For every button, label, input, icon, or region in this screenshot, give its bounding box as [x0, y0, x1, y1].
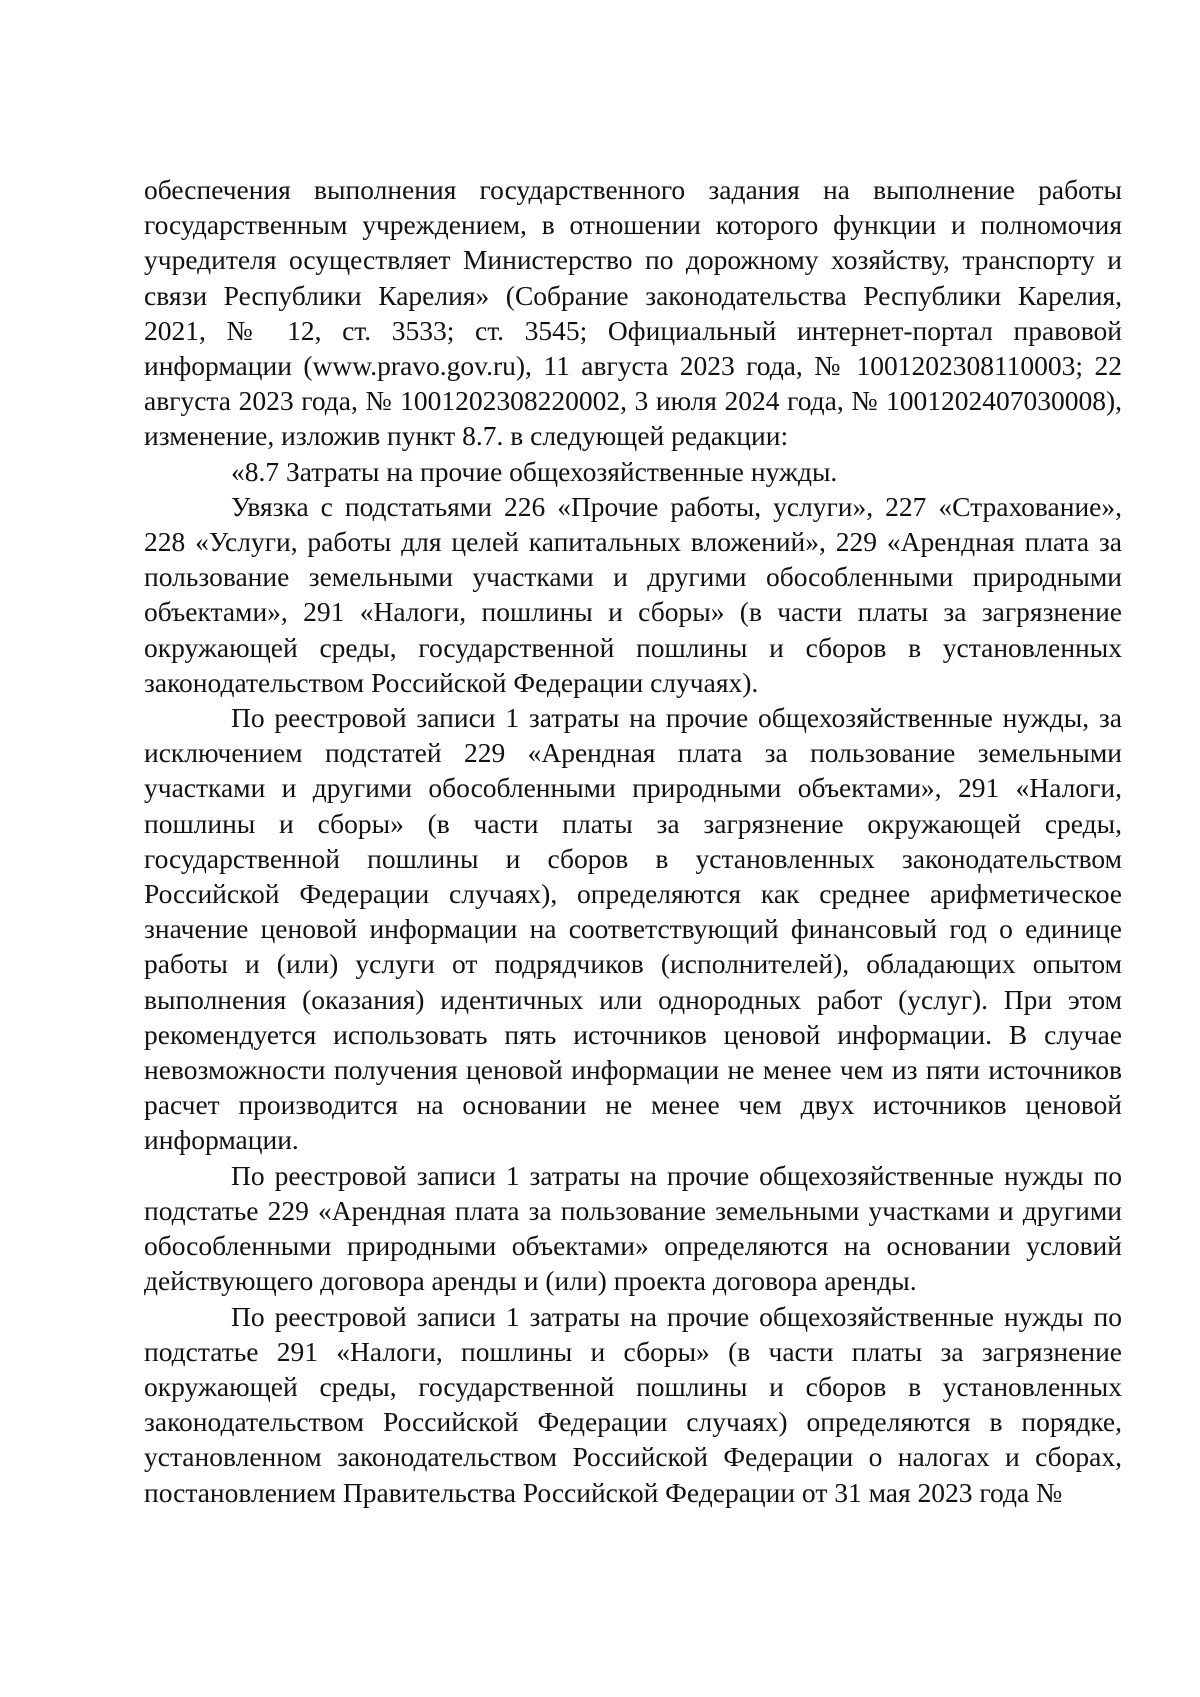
document-page [144, 172, 1122, 1510]
paragraph-registry-general: По реестровой записи 1 затраты на прочие общехозяйственные нужды, за исключением подстатей 229 «Арендная плата за пользование земельными участками и другими обособленными природными объектами», 291 «Налоги, пошлины и сборы» (в части платы за загрязнение окружающей среды, государственной пошлины и сборов в установленных законодательством Российской Федерации случаях), определяются как среднее арифметическое значение ценовой информации на соответствующий финансовый год о единице работы и (или) услуги от подрядчиков (исполнителей), обладающих опытом выполнения (оказания) идентичных или однородных работ (услуг). При этом рекомендуется использовать пять источников ценовой информации. В случае невозможности получения ценовой информации не менее чем из пяти источников расчет производится на основании не менее чем двух источников ценовой информации. [144, 702, 1122, 1156]
paragraph-section-heading: «8.7 Затраты на прочие общехозяйственные нужды. [231, 455, 838, 487]
paragraph-continuation: обеспечения выполнения государственного задания на выполнение работы государственным учреждением, в отношении которого функции и полномочия учредителя осуществляет Министерство по дорожному хозяйству, транспорту и связи Республики Карелия» (Собрание законодательства Республики Карелия, 2021, № 12, ст. 3533; ст. 3545; Официальный интернет-портал правовой информации (www.pravo.gov.ru), 11 августа 2023 года, № 1001202308110003; 22 августа 2023 года, № 1001202308220002, 3 июля 2024 года, № 1001202407030008), изменение, изложив пункт 8.7. в следующей редакции: [144, 174, 1122, 452]
paragraph-registry-291: По реестровой записи 1 затраты на прочие общехозяйственные нужды по подстатье 291 «Налоги, пошлины и сборы» (в части платы за загрязнение окружающей среды, государственной пошлины и сборов в установленных законодательством Российской Федерации случаях) определяются в порядке, установленном законодательством Российской Федерации о налогах и сборах, постановлением Правительства Российской Федерации от 31 мая 2023 года № [144, 1300, 1122, 1508]
paragraph-linkage: Увязка с подстатьями 226 «Прочие работы, услуги», 227 «Страхование», 228 «Услуги, работы для целей капитальных вложений», 229 «Арендная плата за пользование земельными участками и другими обособленными природными объектами», 291 «Налоги, пошлины и сборы» (в части платы за загрязнение окружающей среды, государственной пошлины и сборов в установленных законодательством Российской Федерации случаях). [144, 490, 1122, 698]
paragraph-registry-229: По реестровой записи 1 затраты на прочие общехозяйственные нужды по подстатье 229 «Арендная плата за пользование земельными участками и другими обособленными природными объектами» определяются на основании условий действующего договора аренды и (или) проекта договора аренды. [144, 1159, 1122, 1297]
